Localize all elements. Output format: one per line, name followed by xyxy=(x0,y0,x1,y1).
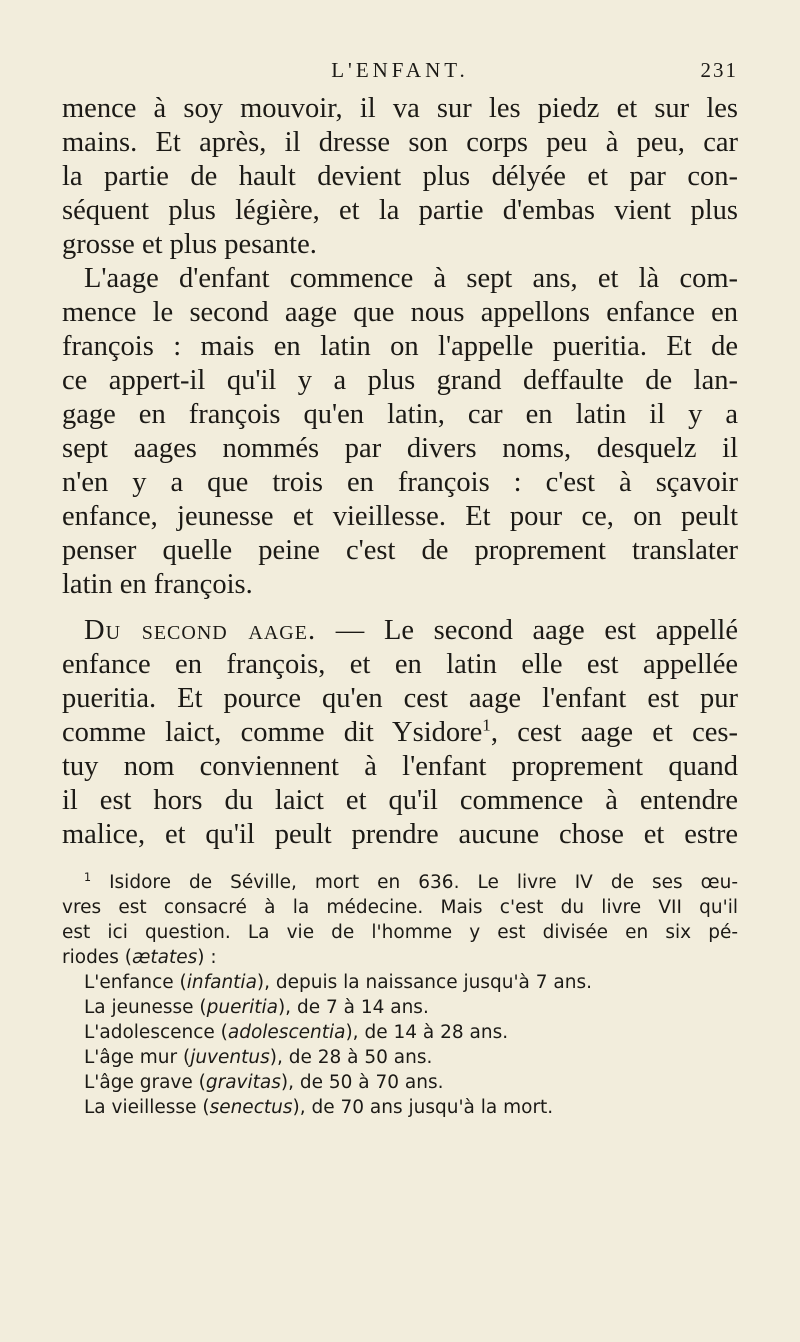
text-line: malice, et qu'il peult prendre aucune chose et estre xyxy=(62,819,738,850)
text-span: ) : xyxy=(197,947,217,968)
text-span: riodes ( xyxy=(62,947,132,968)
text-span: L'âge mur ( xyxy=(84,1047,191,1068)
paragraph-start xyxy=(62,262,738,296)
text-line: il est hors du laict et qu'il commence à entendre xyxy=(62,785,738,816)
text-span: L'âge grave ( xyxy=(84,1072,206,1093)
footnote-line xyxy=(62,1045,738,1070)
text-italic: senectus xyxy=(209,1097,293,1118)
text-italic: ætates xyxy=(131,947,198,968)
footnote-line xyxy=(62,870,738,895)
running-head xyxy=(62,58,738,88)
text-span: , cest aage et ces- xyxy=(490,717,738,748)
footnote-line xyxy=(62,1070,738,1095)
footnote-reference: 1 xyxy=(482,715,491,735)
text-line: n'en y a que trois en françois : c'est à sçavoir xyxy=(62,467,738,498)
text-italic: gravitas xyxy=(205,1072,281,1093)
text-line: la partie de hault devient plus délyée et par con- xyxy=(62,161,738,192)
section-heading: Du second aage. xyxy=(84,615,317,646)
text-line: tuy nom conviennent à l'enfant proprement quand xyxy=(62,751,738,782)
footnote-line xyxy=(62,995,738,1020)
footnote-line xyxy=(62,945,738,970)
page-number: 231 xyxy=(700,58,738,82)
text-line: sept aages nommés par divers noms, desquelz il xyxy=(62,433,738,464)
text-span: ), de 70 ans jusqu'à la mort. xyxy=(292,1097,554,1118)
text-span: ), de 7 à 14 ans. xyxy=(277,997,429,1018)
text-line: penser quelle peine c'est de proprement translater xyxy=(62,535,738,566)
text-line: mains. Et après, il dresse son corps peu à peu, car xyxy=(62,127,738,158)
footnote-line xyxy=(62,970,738,995)
text-italic: pueritia xyxy=(206,997,278,1018)
text-italic: infantia xyxy=(186,972,257,993)
text-line: gage en françois qu'en latin, car en latin il y a xyxy=(62,399,738,430)
text-line: séquent plus légière, et la partie d'embas vient plus xyxy=(62,195,738,226)
text-span: La vieillesse ( xyxy=(84,1097,210,1118)
text-span: Isidore de Séville, mort en 636. Le livre IV de ses œu- xyxy=(91,872,738,893)
text-span: L'adolescence ( xyxy=(84,1022,228,1043)
text-span: La jeunesse ( xyxy=(84,997,207,1018)
text-line: mence le second aage que nous appellons enfance en xyxy=(62,297,738,328)
text-line: grosse et plus pesante. xyxy=(62,229,317,260)
text-span: ), de 50 à 70 ans. xyxy=(280,1072,444,1093)
text-span: L'aage d'enfant commence à sept ans, et là com- xyxy=(84,263,738,294)
text-span: — Le second aage est appellé xyxy=(316,615,738,646)
text-italic: adolescentia xyxy=(227,1022,346,1043)
text-line xyxy=(62,716,738,750)
text-span: L'enfance ( xyxy=(84,972,187,993)
text-line: enfance, jeunesse et vieillesse. Et pour ce, on peult xyxy=(62,501,738,532)
running-title: L'ENFANT. xyxy=(331,58,469,82)
footnote-line xyxy=(62,1095,738,1120)
text-line: enfance en françois, et en latin elle est appellée xyxy=(62,649,738,680)
text-italic: juventus xyxy=(190,1047,270,1068)
text-span: comme laict, comme dit Ysidore xyxy=(62,717,483,748)
text-span: ), de 14 à 28 ans. xyxy=(345,1022,509,1043)
text-line: latin en françois. xyxy=(62,569,253,600)
section-heading-line xyxy=(62,614,738,648)
text-span: ), depuis la naissance jusqu'à 7 ans. xyxy=(256,972,592,993)
text-span: ), de 28 à 50 ans. xyxy=(269,1047,433,1068)
footnote-marker: 1 xyxy=(84,870,92,884)
text-line: ce appert-il qu'il y a plus grand deffaulte de lan- xyxy=(62,365,738,396)
text-line: pueritia. Et pource qu'en cest aage l'enfant est pur xyxy=(62,683,738,714)
footnote-line: est ici question. La vie de l'homme y est divisée en six pé- xyxy=(62,922,738,943)
text-line: françois : mais en latin on l'appelle pueritia. Et de xyxy=(62,331,738,362)
text-line: mence à soy mouvoir, il va sur les piedz et sur les xyxy=(62,93,738,124)
footnote-line: vres est consacré à la médecine. Mais c'est du livre VII qu'il xyxy=(62,897,738,918)
footnote-line xyxy=(62,1020,738,1045)
